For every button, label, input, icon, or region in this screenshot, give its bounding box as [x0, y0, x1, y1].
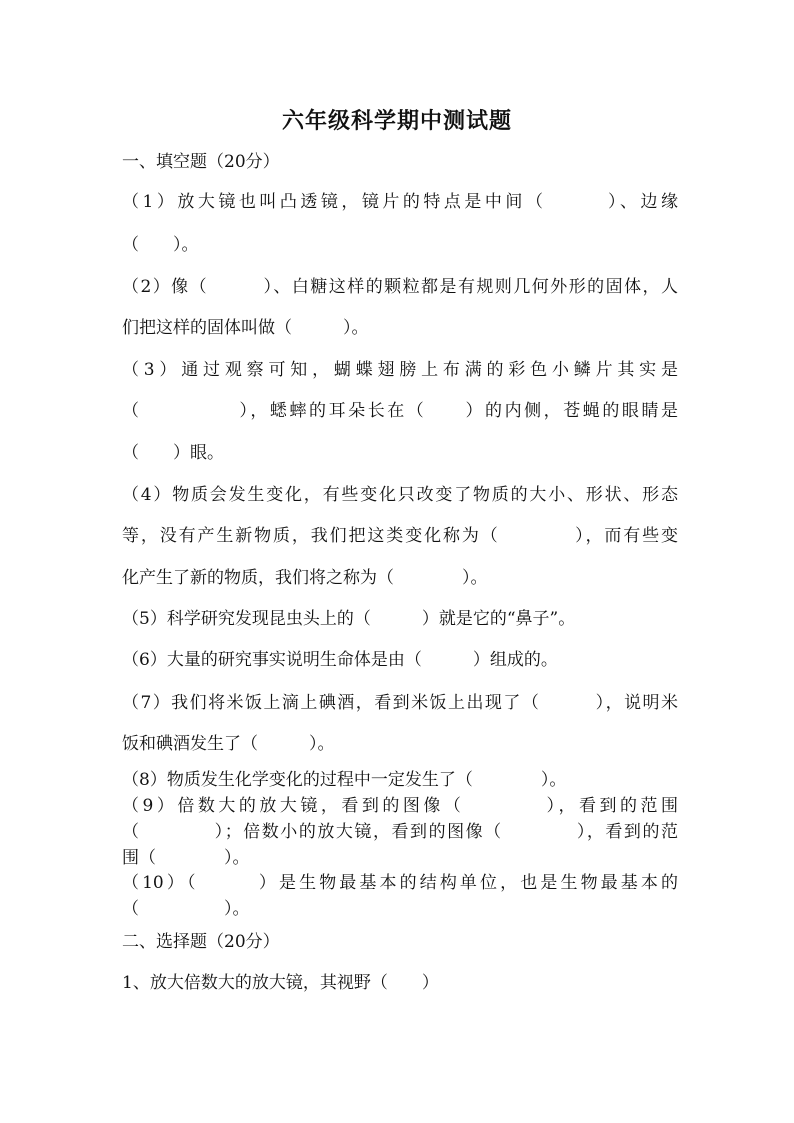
question-7-line-2: 饭和碘酒发生了（ ）。 [122, 734, 335, 754]
question-10-line-1: （10）（ ）是生物最基本的结构单位，也是生物最基本的 [122, 873, 678, 893]
question-3-line-2: （ ），蟋蟀的耳朵长在（ ）的内侧，苍蝇的眼睛是 [122, 401, 678, 421]
exam-title: 六年级科学期中测试题 [281, 108, 512, 134]
question-4-line-2: 等，没有产生新物质，我们把这类变化称为（ ），而有些变 [122, 526, 678, 546]
question-2-line-2: 们把这样的固体叫做（ ）。 [122, 318, 369, 338]
question-1-line-1: （1）放大镜也叫凸透镜，镜片的特点是中间（ ）、边缘 [122, 192, 678, 212]
question-4-line-1: （4）物质会发生变化，有些变化只改变了物质的大小、形状、形态 [122, 485, 678, 505]
question-2-line-1: （2）像（ ）、白糖这样的颗粒都是有规则几何外形的固体，人 [122, 277, 678, 297]
question-9-line-3: 围（ ）。 [122, 848, 250, 868]
section-heading-fill-blank: 一、填空题（20分） [122, 152, 280, 172]
section-heading-multiple-choice: 二、选择题（20分） [122, 932, 280, 952]
question-8: （8）物质发生化学变化的过程中一定发生了（ ）。 [122, 770, 567, 790]
question-4-line-3: 化产生了新的物质，我们将之称为（ ）。 [122, 568, 488, 588]
question-10-line-2: （ ）。 [122, 899, 250, 919]
question-9-line-1: （9）倍数大的放大镜，看到的图像（ ），看到的范围 [122, 796, 678, 816]
question-1-line-2: （ ）。 [122, 235, 199, 255]
question-7-line-1: （7）我们将米饭上滴上碘酒，看到米饭上出现了（ ），说明米 [122, 693, 678, 713]
question-3-line-1: （3）通过观察可知，蝴蝶翅膀上布满的彩色小鳞片其实是 [122, 360, 678, 380]
choice-question-1: 1、放大倍数大的放大镜，其视野（ ） [122, 973, 439, 993]
question-6: （6）大量的研究事实说明生命体是由（ ）组成的。 [122, 650, 558, 670]
question-5: （5）科学研究发现昆虫头上的（ ）就是它的“鼻子”。 [122, 609, 576, 629]
question-3-line-3: （ ）眼。 [122, 443, 224, 463]
question-9-line-2: （ ）；倍数小的放大镜，看到的图像（ ），看到的范 [122, 822, 678, 842]
